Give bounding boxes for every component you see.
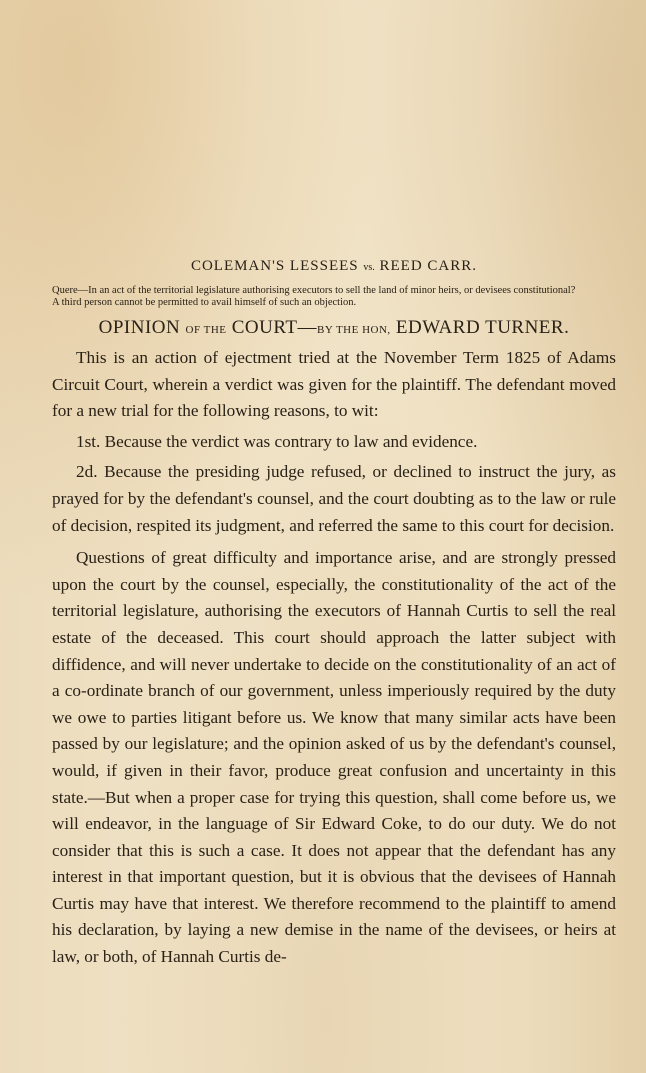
paragraph-opinion: Questions of great difficulty and importance arise, and are strongly pressed upon the court by the counsel, especially, the constitutionality of the act of the territorial legislature, authorising the executors of Hannah Curtis to sell the real estate of the deceased. This court should approach the latter subject with diffidence, and will never undertake to decide on the constitutionality of an act of a co-ordinate branch of our government, unless imperiously required by the duty we owe to parties litigant before us. We know that many similar acts have been passed by our legislature; and the opinion asked of us by the defendant's counsel, would, if given in their favor, produce great confusion and uncertainty in this state.—But when a proper case for trying this question, shall come before us, we will endeavor, in the language of Sir Edward Coke, to do our duty. We do not consider that this is such a case. It does not appear that the defendant has any interest in that important question, but it is obvious that the devisees of Hannah Curtis may have that interest. We therefore recommend to the plaintiff to amend his declaration, by laying a new demise in the name of the devisees, or heirs at law, or both, of Hannah Curtis de- <box>52 548 616 967</box>
opinion-judge: EDWARD TURNER. <box>395 317 570 338</box>
paragraph-intro: This is an action of ejectment tried at the November Term 1825 of Adams Circuit Court, wherein a verdict was given for the plaintiff. The defendant moved for a new trial for the following reasons, to wit: <box>52 348 616 421</box>
case-title-main: COLEMAN'S LESSEES <box>190 258 359 274</box>
opinion-word: OPINION <box>98 317 181 338</box>
opinion-heading <box>52 317 616 339</box>
case-title-vs: vs. <box>363 262 375 273</box>
case-title <box>52 258 616 275</box>
opinion-court: COURT— <box>231 317 318 338</box>
opinion-of-the: OF THE <box>185 324 227 336</box>
headnote-question: Quere—In an act of the territorial legislature authorising executors to sell the land of minor heirs, or devisees constitutional? <box>52 285 576 296</box>
opinion-by-the-hon: BY THE HON, <box>317 324 391 336</box>
paragraph-reason-2: 2d. Because the presiding judge refused, or declined to instruct the jury, as prayed for by the defendant's counsel, and the court doubting as to the law or rule of decision, respited its judgment, and referred the same to this court for decision. <box>52 462 616 535</box>
page-text-block <box>52 258 616 971</box>
paragraph-reason-1: 1st. Because the verdict was contrary to law and evidence. <box>76 431 478 451</box>
headnote-holding: A third person cannot be permitted to avail himself of such an objection. <box>52 297 357 308</box>
case-title-defendant: REED CARR. <box>379 258 478 274</box>
